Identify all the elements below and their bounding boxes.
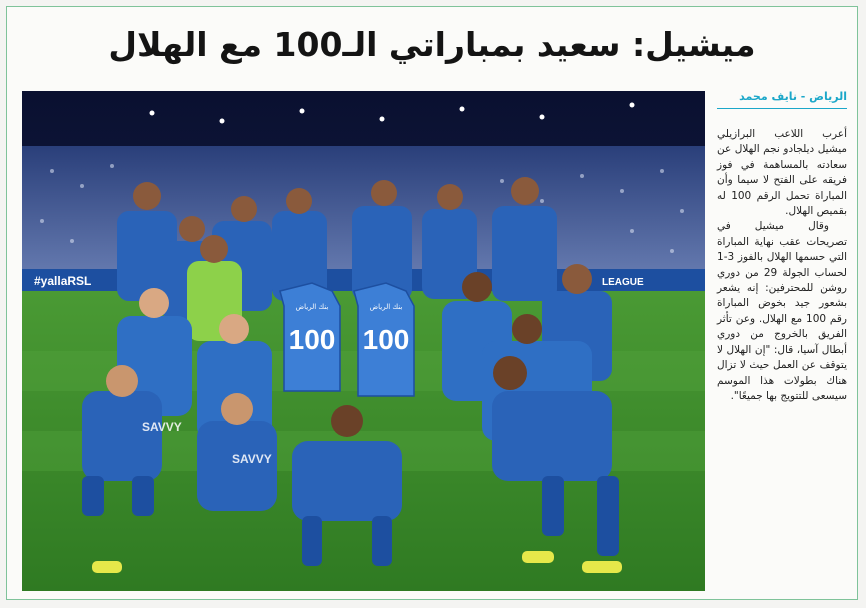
newspaper-page bbox=[6, 6, 858, 600]
headline: ميشيل: سعيد بمباراتي الـ100 مع الهلال bbox=[108, 25, 756, 64]
article-body bbox=[717, 127, 847, 404]
byline: الرياض - نايف محمد bbox=[739, 90, 847, 103]
ad-board-right-text: LEAGUE bbox=[602, 277, 644, 288]
jersey-left-number: 100 bbox=[288, 324, 336, 355]
jersey-right-number: 100 bbox=[362, 324, 410, 355]
jersey-right bbox=[354, 283, 414, 396]
jersey-left bbox=[280, 283, 340, 391]
byline-divider bbox=[717, 108, 847, 109]
jersey-left-sponsor: بنك الرياض bbox=[295, 303, 329, 311]
shirt-sponsor-text: SAVVY bbox=[232, 452, 272, 466]
team-photo-illustration bbox=[22, 91, 705, 591]
ad-board-left-text: #yallaRSL bbox=[34, 274, 92, 288]
goalkeeper-head bbox=[200, 235, 228, 263]
article-paragraph: أعرب اللاعب البرازيلي ميشيل ديلجادو نجم الهلال عن سعادته بالمساهمة في فوز فريقه على الفتح لا سيما وأن المباراة تحمل الرقم 100 له بقميص الهلال. bbox=[717, 128, 847, 218]
team-photo bbox=[22, 91, 705, 591]
shirt-sponsor-text: SAVVY bbox=[142, 420, 182, 434]
article-paragraph: وقال ميشيل في تصريحات عقب نهاية المباراة التي حسمها الهلال بالفوز 3-1 لحساب الجولة 29 من دوري روشن للمحترفين: إنه يشعر بشعور جيد بخوض المباراة رقم 100 مع الهلال. وعن تأثر الفريق بالخروج من دوري أبطال آسيا، قال: "إن الهلال لا يتوقف عن العمل حيث لا تزال هناك بطولات هذا الموسم سيسعى للتتويج بها جميعًا". bbox=[717, 220, 847, 402]
jersey-right-sponsor: بنك الرياض bbox=[369, 303, 403, 311]
